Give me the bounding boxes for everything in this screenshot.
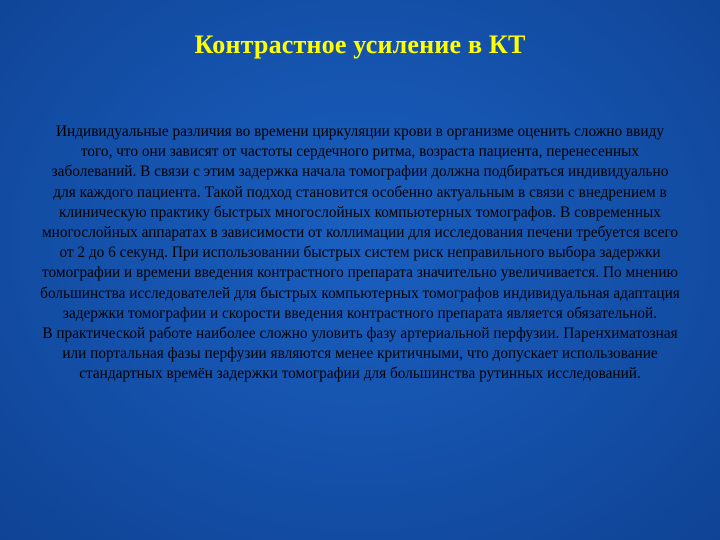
slide-title: Контрастное усиление в КТ [194,30,526,59]
slide-body [40,122,680,385]
body-paragraph-2: В практической работе наиболее сложно уловить фазу артериальной перфузии. Паренхиматозная или портальная фазы перфузии являются менее критичными, что допускает использование стандартных времён задержки томографии для большинства рутинных исследований. [42,325,678,383]
body-paragraph-1: Индивидуальные различия во времени циркуляции крови в организме оценить сложно ввиду того, что они зависят от частоты сердечного ритма, возраста пациента, перенесенных заболеваний. В связи с этим задержка начала томографии должна подбираться индивидуально для каждого пациента. Такой подход становится особенно актуальным в связи с внедрением в клиническую практику быстрых многослойных компьютерных томографов. В современных многослойных аппаратах в зависимости от коллимации для исследования печени требуется всего от 2 до 6 секунд. При использовании быстрых систем риск неправильного выбора задержки томографии и времени введения контрастного препарата значительно увеличивается. По мнению большинства исследователей для быстрых компьютерных томографов индивидуальная адаптация задержки томографии и скорости введения контрастного препарата является обязательной. [40,123,680,322]
